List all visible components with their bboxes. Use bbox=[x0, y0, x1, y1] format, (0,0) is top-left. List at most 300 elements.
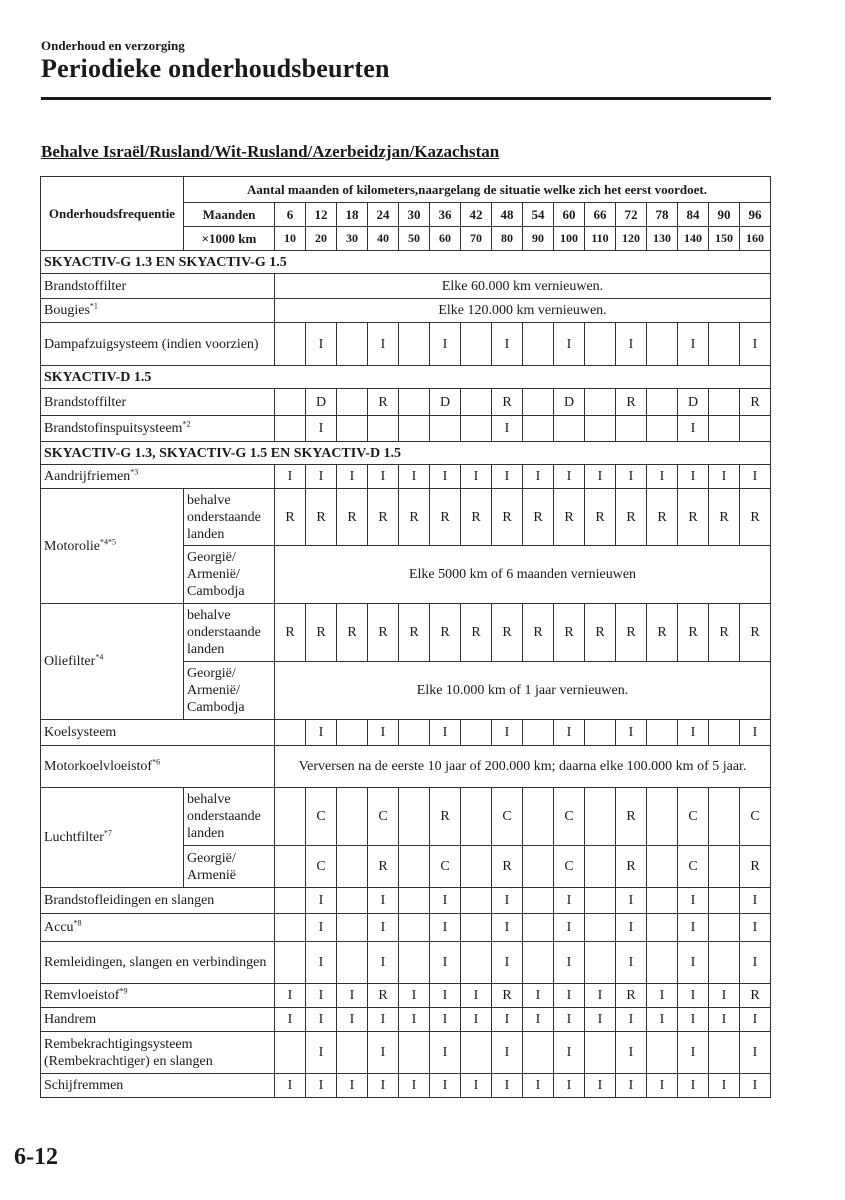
schedule-cell bbox=[709, 323, 740, 366]
month-header: 36 bbox=[430, 203, 461, 227]
row-label: Luchtfilter bbox=[44, 830, 104, 845]
schedule-cell: I bbox=[461, 984, 492, 1008]
section-label: Onderhoud en verzorging bbox=[41, 38, 185, 53]
schedule-cell: R bbox=[616, 984, 647, 1008]
schedule-cell: I bbox=[678, 1074, 709, 1098]
footnote-ref: *8 bbox=[73, 918, 82, 928]
schedule-cell: I bbox=[430, 1032, 461, 1074]
schedule-cell: R bbox=[306, 489, 337, 546]
schedule-cell: R bbox=[647, 489, 678, 546]
month-header: 72 bbox=[616, 203, 647, 227]
schedule-cell: I bbox=[554, 984, 585, 1008]
schedule-cell: I bbox=[647, 1074, 678, 1098]
engine-group-header: SKYACTIV-G 1.3 EN SKYACTIV-G 1.5 bbox=[41, 251, 771, 274]
row-label: Koelsysteem bbox=[44, 725, 117, 740]
schedule-cell: I bbox=[337, 984, 368, 1008]
footnote-ref: *4 bbox=[95, 652, 104, 662]
km-header: 120 bbox=[616, 227, 647, 251]
footnote-ref: *4*5 bbox=[100, 536, 116, 546]
km-header: 90 bbox=[523, 227, 554, 251]
schedule-cell bbox=[337, 942, 368, 984]
maintenance-item bbox=[41, 489, 184, 604]
schedule-cell bbox=[275, 914, 306, 942]
schedule-cell bbox=[585, 416, 616, 442]
schedule-cell bbox=[461, 389, 492, 416]
maintenance-item bbox=[41, 416, 275, 442]
schedule-cell: I bbox=[740, 465, 771, 489]
km-header: 50 bbox=[399, 227, 430, 251]
schedule-cell: R bbox=[740, 489, 771, 546]
schedule-cell bbox=[647, 1032, 678, 1074]
schedule-cell: I bbox=[337, 465, 368, 489]
schedule-cell: I bbox=[368, 323, 399, 366]
schedule-cell bbox=[430, 416, 461, 442]
schedule-cell bbox=[585, 846, 616, 888]
maintenance-item bbox=[41, 323, 275, 366]
schedule-cell bbox=[399, 888, 430, 914]
schedule-cell: I bbox=[368, 465, 399, 489]
schedule-cell: I bbox=[492, 720, 523, 746]
schedule-cell: I bbox=[275, 1008, 306, 1032]
schedule-cell: I bbox=[306, 720, 337, 746]
schedule-cell: I bbox=[492, 1008, 523, 1032]
schedule-cell: I bbox=[678, 914, 709, 942]
footnote-ref: *6 bbox=[152, 757, 161, 767]
month-header: 60 bbox=[554, 203, 585, 227]
schedule-cell: R bbox=[430, 788, 461, 846]
footnote-ref: *3 bbox=[130, 467, 139, 477]
schedule-cell: I bbox=[647, 1008, 678, 1032]
schedule-cell bbox=[399, 914, 430, 942]
schedule-cell: I bbox=[275, 465, 306, 489]
row-label: Brandstofinspuitsysteem bbox=[44, 421, 183, 436]
schedule-cell bbox=[461, 323, 492, 366]
schedule-cell: I bbox=[740, 1008, 771, 1032]
footnote-ref: *9 bbox=[119, 986, 128, 996]
schedule-cell: I bbox=[368, 1008, 399, 1032]
km-header: 40 bbox=[368, 227, 399, 251]
schedule-cell: C bbox=[678, 788, 709, 846]
interval-header: Aantal maanden of kilometers,naargelang de situatie welke zich het eerst voordoet. bbox=[184, 177, 771, 203]
footnote-ref: *1 bbox=[89, 301, 98, 311]
schedule-cell: I bbox=[616, 323, 647, 366]
schedule-cell: I bbox=[554, 942, 585, 984]
schedule-cell: I bbox=[678, 1032, 709, 1074]
schedule-cell: I bbox=[368, 942, 399, 984]
month-header: 6 bbox=[275, 203, 306, 227]
schedule-cell bbox=[523, 942, 554, 984]
km-header: 70 bbox=[461, 227, 492, 251]
row-label: Brandstofleidingen en slangen bbox=[44, 893, 215, 908]
schedule-cell bbox=[647, 416, 678, 442]
schedule-cell bbox=[523, 416, 554, 442]
schedule-cell: I bbox=[430, 888, 461, 914]
interval-note: Verversen na de eerste 10 jaar of 200.000 km; daarna elke 100.000 km of 5 jaar. bbox=[275, 746, 771, 788]
schedule-cell: I bbox=[740, 914, 771, 942]
schedule-cell: I bbox=[585, 984, 616, 1008]
schedule-cell: R bbox=[399, 604, 430, 662]
schedule-cell: I bbox=[275, 984, 306, 1008]
schedule-cell: I bbox=[554, 323, 585, 366]
schedule-cell: I bbox=[492, 1032, 523, 1074]
schedule-cell: R bbox=[585, 604, 616, 662]
schedule-cell: I bbox=[492, 323, 523, 366]
maintenance-item bbox=[41, 914, 275, 942]
schedule-cell: I bbox=[306, 1074, 337, 1098]
maintenance-item bbox=[41, 746, 275, 788]
schedule-cell: I bbox=[430, 720, 461, 746]
schedule-cell: I bbox=[616, 465, 647, 489]
interval-note: Elke 5000 km of 6 maanden vernieuwen bbox=[275, 546, 771, 604]
month-header: 30 bbox=[399, 203, 430, 227]
schedule-cell: R bbox=[368, 984, 399, 1008]
schedule-cell: I bbox=[554, 1032, 585, 1074]
schedule-cell: R bbox=[306, 604, 337, 662]
schedule-cell: C bbox=[430, 846, 461, 888]
schedule-cell: I bbox=[306, 323, 337, 366]
row-label: Remleidingen, slangen en verbindingen bbox=[44, 955, 267, 970]
schedule-cell bbox=[647, 942, 678, 984]
schedule-cell: R bbox=[492, 389, 523, 416]
schedule-cell: I bbox=[399, 1074, 430, 1098]
schedule-cell: I bbox=[306, 984, 337, 1008]
schedule-cell: C bbox=[368, 788, 399, 846]
schedule-cell: I bbox=[337, 1008, 368, 1032]
maintenance-item bbox=[41, 1032, 275, 1074]
schedule-cell: I bbox=[492, 1074, 523, 1098]
schedule-cell bbox=[523, 389, 554, 416]
schedule-cell: R bbox=[492, 846, 523, 888]
schedule-cell: I bbox=[430, 942, 461, 984]
schedule-cell: I bbox=[523, 465, 554, 489]
schedule-cell bbox=[647, 888, 678, 914]
schedule-cell: I bbox=[678, 888, 709, 914]
km-header: 160 bbox=[740, 227, 771, 251]
schedule-cell: I bbox=[585, 465, 616, 489]
schedule-cell: R bbox=[492, 489, 523, 546]
schedule-cell bbox=[740, 416, 771, 442]
schedule-cell bbox=[337, 323, 368, 366]
schedule-cell bbox=[461, 846, 492, 888]
schedule-cell: I bbox=[523, 984, 554, 1008]
schedule-cell: I bbox=[554, 465, 585, 489]
schedule-cell bbox=[585, 1032, 616, 1074]
engine-group-header: SKYACTIV-D 1.5 bbox=[41, 366, 771, 389]
schedule-cell: R bbox=[616, 788, 647, 846]
schedule-cell: I bbox=[492, 914, 523, 942]
schedule-cell: R bbox=[368, 489, 399, 546]
month-header: 12 bbox=[306, 203, 337, 227]
month-header: 24 bbox=[368, 203, 399, 227]
schedule-cell bbox=[461, 1032, 492, 1074]
row-label: Motorkoelvloeistof bbox=[44, 759, 153, 774]
schedule-cell: I bbox=[430, 465, 461, 489]
schedule-cell: I bbox=[306, 416, 337, 442]
row-label: Schijfremmen bbox=[44, 1078, 124, 1093]
schedule-cell bbox=[368, 416, 399, 442]
schedule-cell bbox=[585, 720, 616, 746]
schedule-cell: I bbox=[430, 1074, 461, 1098]
maintenance-item bbox=[41, 604, 184, 720]
schedule-cell: I bbox=[492, 888, 523, 914]
schedule-cell bbox=[523, 788, 554, 846]
schedule-cell: R bbox=[275, 489, 306, 546]
schedule-cell: R bbox=[399, 489, 430, 546]
km-header: 80 bbox=[492, 227, 523, 251]
row-label: Aandrijfriemen bbox=[44, 469, 131, 484]
km-header: 130 bbox=[647, 227, 678, 251]
schedule-cell: C bbox=[492, 788, 523, 846]
schedule-cell: R bbox=[740, 604, 771, 662]
schedule-cell: R bbox=[430, 489, 461, 546]
km-header: 60 bbox=[430, 227, 461, 251]
maintenance-item bbox=[41, 274, 275, 299]
schedule-cell bbox=[275, 888, 306, 914]
month-header: 48 bbox=[492, 203, 523, 227]
schedule-cell bbox=[709, 720, 740, 746]
region-label: behalve onderstaande landen bbox=[184, 604, 275, 662]
schedule-cell: I bbox=[616, 888, 647, 914]
schedule-cell bbox=[585, 888, 616, 914]
schedule-cell: C bbox=[678, 846, 709, 888]
row-label: Handrem bbox=[44, 1012, 97, 1027]
schedule-cell bbox=[337, 914, 368, 942]
region-label: Georgië/ Armenië/ Cambodja bbox=[184, 546, 275, 604]
schedule-cell: I bbox=[647, 465, 678, 489]
schedule-cell: R bbox=[492, 984, 523, 1008]
schedule-cell: I bbox=[461, 465, 492, 489]
schedule-cell bbox=[554, 416, 585, 442]
schedule-cell: C bbox=[740, 788, 771, 846]
schedule-cell bbox=[523, 1032, 554, 1074]
schedule-cell: I bbox=[430, 323, 461, 366]
schedule-cell: I bbox=[368, 914, 399, 942]
schedule-cell bbox=[461, 416, 492, 442]
schedule-cell: D bbox=[430, 389, 461, 416]
schedule-cell bbox=[585, 942, 616, 984]
schedule-cell: I bbox=[616, 914, 647, 942]
schedule-cell bbox=[585, 788, 616, 846]
schedule-cell: R bbox=[523, 604, 554, 662]
schedule-cell: I bbox=[740, 942, 771, 984]
month-header: 90 bbox=[709, 203, 740, 227]
months-label: Maanden bbox=[184, 203, 275, 227]
schedule-cell bbox=[647, 720, 678, 746]
schedule-cell: I bbox=[554, 1074, 585, 1098]
interval-note: Elke 10.000 km of 1 jaar vernieuwen. bbox=[275, 662, 771, 720]
km-header: 140 bbox=[678, 227, 709, 251]
schedule-cell: R bbox=[523, 489, 554, 546]
schedule-cell bbox=[275, 1032, 306, 1074]
schedule-cell: I bbox=[616, 1032, 647, 1074]
schedule-cell bbox=[337, 888, 368, 914]
schedule-cell: I bbox=[616, 942, 647, 984]
schedule-cell bbox=[585, 323, 616, 366]
schedule-cell: R bbox=[616, 846, 647, 888]
schedule-cell: I bbox=[678, 323, 709, 366]
row-label: Brandstoffilter bbox=[44, 278, 127, 294]
schedule-cell bbox=[275, 846, 306, 888]
row-label: Bougies bbox=[44, 303, 90, 318]
schedule-cell bbox=[709, 914, 740, 942]
schedule-cell: R bbox=[337, 489, 368, 546]
schedule-cell: R bbox=[678, 604, 709, 662]
schedule-cell: R bbox=[740, 846, 771, 888]
schedule-cell: I bbox=[740, 1032, 771, 1074]
schedule-cell: I bbox=[523, 1074, 554, 1098]
row-label: Dampafzuigsysteem (indien voorzien) bbox=[44, 336, 259, 352]
schedule-cell: I bbox=[740, 1074, 771, 1098]
km-header: 20 bbox=[306, 227, 337, 251]
schedule-cell: I bbox=[306, 465, 337, 489]
schedule-cell: I bbox=[740, 888, 771, 914]
schedule-cell bbox=[399, 1032, 430, 1074]
schedule-cell bbox=[275, 416, 306, 442]
title-divider bbox=[41, 97, 771, 100]
month-header: 66 bbox=[585, 203, 616, 227]
schedule-cell: I bbox=[399, 465, 430, 489]
schedule-cell: I bbox=[709, 984, 740, 1008]
schedule-cell: I bbox=[461, 1008, 492, 1032]
schedule-cell: I bbox=[368, 1074, 399, 1098]
schedule-cell bbox=[399, 323, 430, 366]
schedule-cell: I bbox=[554, 1008, 585, 1032]
maintenance-item bbox=[41, 788, 184, 888]
month-header: 84 bbox=[678, 203, 709, 227]
region-label: behalve onderstaande landen bbox=[184, 489, 275, 546]
table-subtitle: Behalve Israël/Rusland/Wit-Rusland/Azerbeidzjan/Kazachstan bbox=[41, 142, 500, 161]
schedule-cell bbox=[709, 788, 740, 846]
schedule-cell: I bbox=[585, 1008, 616, 1032]
schedule-cell: I bbox=[306, 1008, 337, 1032]
schedule-cell: C bbox=[306, 788, 337, 846]
schedule-cell: I bbox=[430, 984, 461, 1008]
schedule-cell: I bbox=[616, 720, 647, 746]
maintenance-item bbox=[41, 942, 275, 984]
month-header: 18 bbox=[337, 203, 368, 227]
schedule-cell bbox=[647, 323, 678, 366]
maintenance-item bbox=[41, 299, 275, 323]
footnote-ref: *7 bbox=[103, 828, 112, 838]
maintenance-item bbox=[41, 1074, 275, 1098]
schedule-cell: I bbox=[275, 1074, 306, 1098]
engine-group-header: SKYACTIV-G 1.3, SKYACTIV-G 1.5 EN SKYACTIV-D 1.5 bbox=[41, 442, 771, 465]
schedule-cell: R bbox=[554, 489, 585, 546]
schedule-cell: I bbox=[740, 720, 771, 746]
schedule-cell: I bbox=[523, 1008, 554, 1032]
schedule-cell: I bbox=[616, 1074, 647, 1098]
schedule-cell: I bbox=[399, 1008, 430, 1032]
schedule-cell bbox=[523, 323, 554, 366]
schedule-cell bbox=[709, 1032, 740, 1074]
month-header: 78 bbox=[647, 203, 678, 227]
schedule-cell: I bbox=[368, 888, 399, 914]
schedule-cell bbox=[461, 720, 492, 746]
schedule-cell bbox=[585, 914, 616, 942]
schedule-cell bbox=[585, 389, 616, 416]
schedule-cell bbox=[709, 416, 740, 442]
schedule-cell bbox=[647, 846, 678, 888]
schedule-cell bbox=[616, 416, 647, 442]
schedule-cell: I bbox=[554, 888, 585, 914]
schedule-cell: I bbox=[554, 720, 585, 746]
km-header: 100 bbox=[554, 227, 585, 251]
schedule-cell: R bbox=[616, 604, 647, 662]
schedule-cell bbox=[337, 720, 368, 746]
schedule-cell: I bbox=[492, 465, 523, 489]
schedule-cell bbox=[647, 914, 678, 942]
schedule-cell: I bbox=[554, 914, 585, 942]
schedule-cell: R bbox=[461, 489, 492, 546]
schedule-cell bbox=[399, 942, 430, 984]
schedule-cell: R bbox=[709, 489, 740, 546]
schedule-cell: R bbox=[461, 604, 492, 662]
schedule-cell bbox=[709, 942, 740, 984]
schedule-cell: I bbox=[709, 465, 740, 489]
schedule-cell: R bbox=[616, 489, 647, 546]
schedule-cell: R bbox=[709, 604, 740, 662]
schedule-cell bbox=[647, 788, 678, 846]
schedule-cell: R bbox=[337, 604, 368, 662]
schedule-cell: I bbox=[647, 984, 678, 1008]
schedule-cell bbox=[709, 846, 740, 888]
schedule-cell: I bbox=[492, 942, 523, 984]
schedule-cell bbox=[399, 846, 430, 888]
km-header: 110 bbox=[585, 227, 616, 251]
schedule-cell bbox=[275, 788, 306, 846]
row-label: Rembekrachtigingsysteem (Rembekrachtiger) en slangen bbox=[44, 1036, 213, 1069]
schedule-cell: I bbox=[740, 323, 771, 366]
schedule-cell: D bbox=[678, 389, 709, 416]
maintenance-item bbox=[41, 984, 275, 1008]
schedule-cell: I bbox=[585, 1074, 616, 1098]
schedule-cell: R bbox=[275, 604, 306, 662]
schedule-cell: R bbox=[492, 604, 523, 662]
schedule-cell: I bbox=[306, 942, 337, 984]
schedule-cell bbox=[647, 389, 678, 416]
km-header: 30 bbox=[337, 227, 368, 251]
schedule-cell: I bbox=[306, 1032, 337, 1074]
schedule-cell: I bbox=[678, 465, 709, 489]
footnote-ref: *2 bbox=[182, 419, 191, 429]
schedule-cell bbox=[461, 888, 492, 914]
schedule-cell: I bbox=[709, 1008, 740, 1032]
schedule-cell: I bbox=[306, 888, 337, 914]
schedule-cell: I bbox=[368, 720, 399, 746]
schedule-cell bbox=[275, 942, 306, 984]
schedule-cell bbox=[337, 416, 368, 442]
schedule-cell bbox=[461, 942, 492, 984]
region-label: behalve onderstaande landen bbox=[184, 788, 275, 846]
row-label: Brandstoffilter bbox=[44, 394, 127, 410]
schedule-cell: R bbox=[740, 984, 771, 1008]
schedule-cell bbox=[337, 1032, 368, 1074]
maintenance-item bbox=[41, 1008, 275, 1032]
schedule-cell: I bbox=[678, 1008, 709, 1032]
schedule-cell: R bbox=[585, 489, 616, 546]
interval-note: Elke 60.000 km vernieuwen. bbox=[275, 274, 771, 299]
schedule-cell bbox=[337, 389, 368, 416]
schedule-cell: R bbox=[368, 389, 399, 416]
schedule-cell: R bbox=[368, 846, 399, 888]
row-label: Accu bbox=[44, 920, 74, 935]
frequency-header: Onderhoudsfrequentie bbox=[41, 177, 184, 251]
schedule-cell: R bbox=[647, 604, 678, 662]
schedule-cell: D bbox=[554, 389, 585, 416]
schedule-cell bbox=[337, 788, 368, 846]
schedule-cell bbox=[399, 416, 430, 442]
row-label: Motorolie bbox=[44, 538, 100, 554]
